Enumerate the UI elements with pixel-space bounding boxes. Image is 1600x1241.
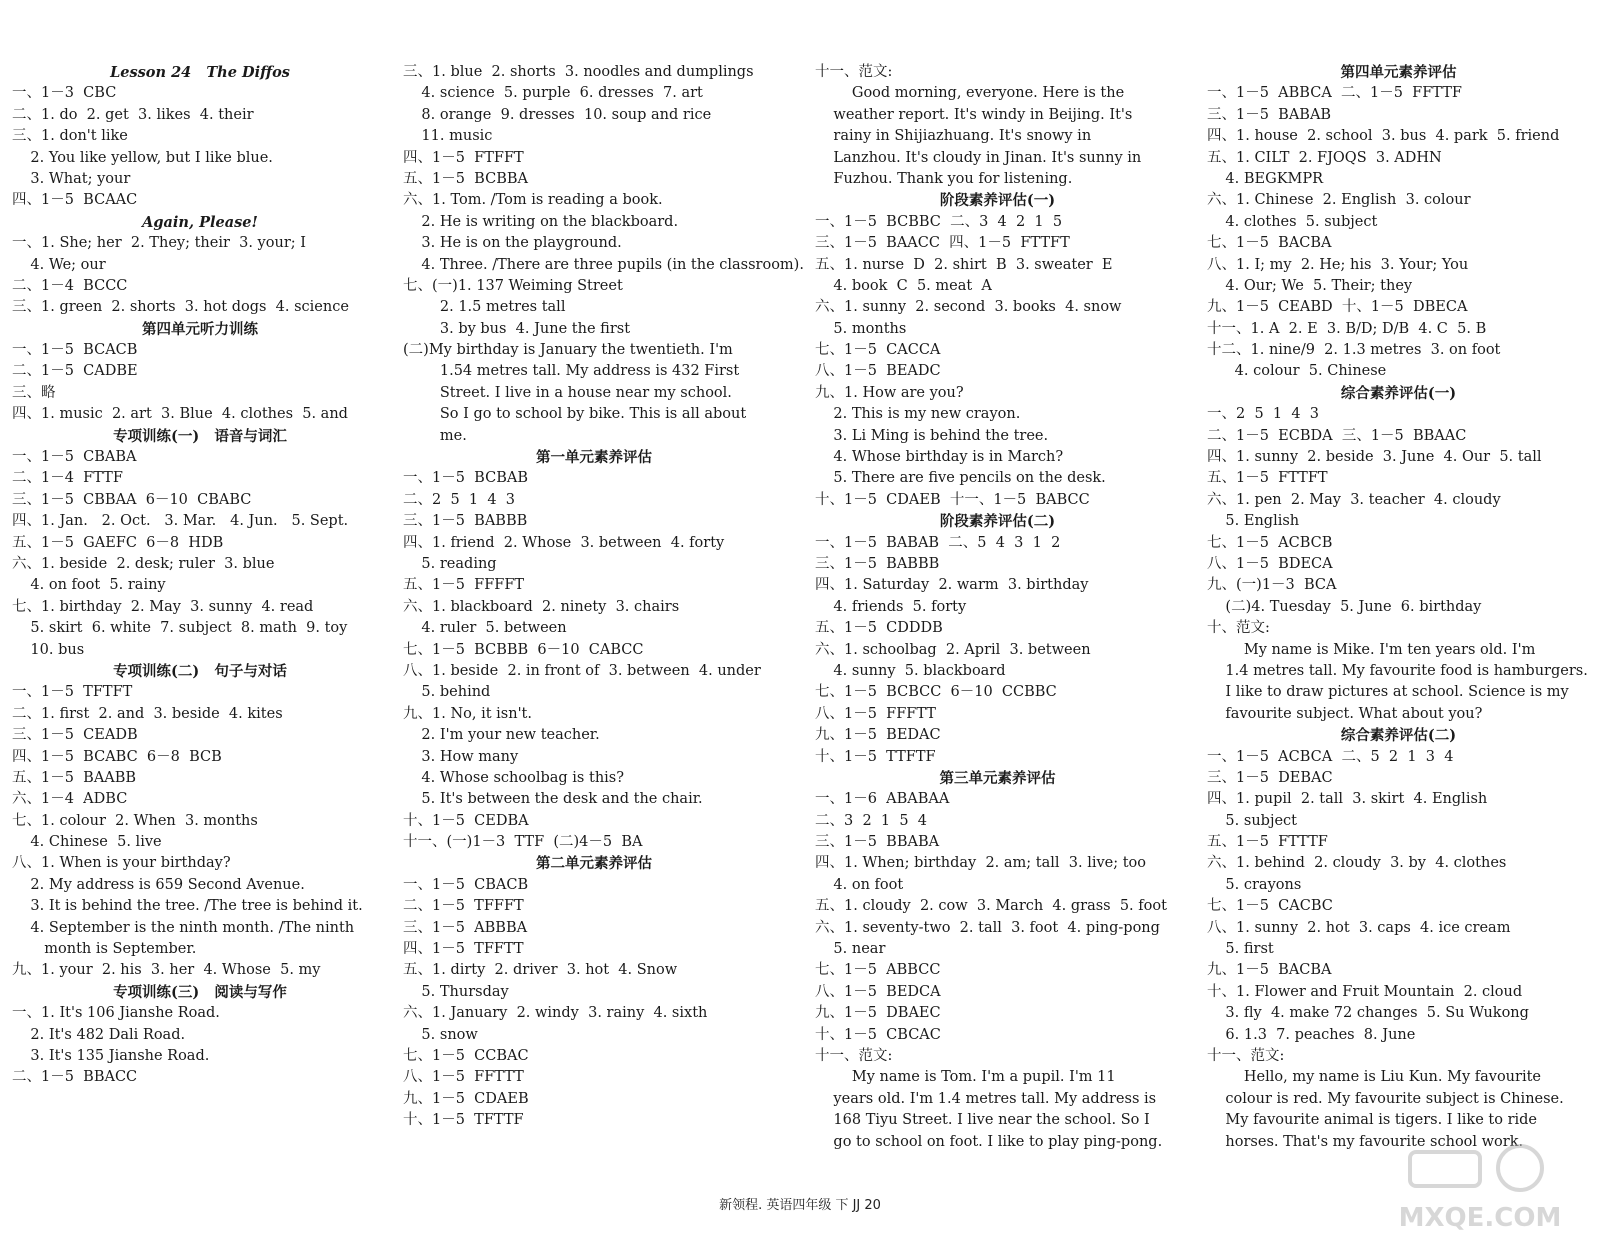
answer-line: 四、1. friend 2. Whose 3. between 4. forty [403,534,725,551]
answer-line: My name is Tom. I'm a pupil. I'm 11 [815,1069,1116,1086]
answer-line: 4. colour 5. Chinese [1207,363,1387,380]
answer-line: 1.4 metres tall. My favourite food is hamburgers. [1207,662,1588,679]
answer-line: 2. He is writing on the blackboard. [403,213,679,230]
answer-line: 七、1－5 BCBCC 6－10 CCBBC [815,684,1057,701]
answer-line: 3. He is on the playground. [403,235,622,252]
answer-line: 四、1. pupil 2. tall 3. skirt 4. English [1207,791,1488,808]
answer-line: 六、1. seventy-two 2. tall 3. foot 4. ping-pong [815,919,1160,936]
answer-line: 168 Tiyu Street. I live near the school. So I [815,1112,1150,1129]
answer-line: 七、1. colour 2. When 3. months [12,812,258,829]
answer-line: 七、1－5 BACBA [1207,235,1332,252]
watermark-logo [1370,1140,1590,1236]
answer-line: 一、1. She; her 2. They; their 3. your; I [12,235,306,252]
answer-line: 五、1－5 BAABB [12,769,137,786]
answer-line: 3. How many [403,748,519,765]
answer-line: 九、1. How are you? [815,384,964,401]
answer-line: 5. Thursday [403,983,509,1000]
answer-line: 三、1－5 BBABA [815,834,940,851]
answer-line: 一、2 5 1 4 3 [1207,406,1319,423]
answer-line: 一、1－6 ABABAA [815,791,950,808]
answer-line: 2. You like yellow, but I like blue. [12,149,273,166]
answer-line: 一、1－5 CBABA [12,449,137,466]
answer-line: 三、1－5 CBBAA 6－10 CBABC [12,491,252,508]
section-heading: Again, Please! [142,213,258,231]
answer-line: 九、1－5 BACBA [1207,962,1332,979]
answer-line: 三、1－5 BABBB [403,513,528,530]
answer-line: 三、1－5 DEBAC [1207,769,1333,786]
answer-line: 一、1－3 CBC [12,85,117,102]
section-heading: 阶段素养评估(一) [939,192,1056,210]
answer-line: 九、1－5 CDAEB [403,1090,529,1107]
answer-line: 八、1－5 BEADC [815,363,941,380]
answer-line: 4. Our; We 5. Their; they [1207,277,1413,294]
answer-line: 4. on foot [815,876,904,893]
page-footer: 新领程. 英语四年级 下 JJ 20 [719,1198,881,1213]
answer-line: 八、1. sunny 2. hot 3. caps 4. ice cream [1207,919,1511,936]
answer-line: 5. crayons [1207,876,1302,893]
section-heading: 第二单元素养评估 [536,855,652,873]
answer-line: 十一、范文: [815,64,893,80]
answer-line: 2. I'm your new teacher. [403,727,600,744]
answer-line: 六、1. sunny 2. second 3. books 4. snow [815,299,1122,316]
answer-line: My favourite animal is tigers. I like to ride [1207,1112,1537,1129]
answer-line: 一、1－5 ACBCA 二、5 2 1 3 4 [1207,748,1454,765]
answer-line: 二、1－5 BBACC [12,1069,138,1086]
section-heading: 专项训练(三) 阅读与写作 [113,983,287,1001]
answer-line: 二、1－5 CADBE [12,363,138,380]
answer-line: 十一、范文: [1207,1047,1285,1064]
answer-line: years old. I'm 1.4 metres tall. My address is [815,1090,1157,1107]
answer-line: 11. music [403,128,493,145]
watermark-text: MXQE.COM [1398,1203,1562,1233]
answer-line: 二、1－5 ECBDA 三、1－5 BBAAC [1207,427,1467,444]
answer-line: 4. friends 5. forty [815,598,967,615]
answer-line: 6. 1.3 7. peaches 8. June [1207,1026,1416,1043]
answer-line: 四、1. Saturday 2. warm 3. birthday [815,577,1089,594]
answer-line: 六、1－4 ADBC [12,791,128,808]
column-1 [12,62,388,1089]
answer-line: 十、1－5 TTFTF [815,748,936,765]
answer-line: 二、2 5 1 4 3 [403,491,515,508]
answer-line: 五、1－5 GAEFC 6－8 HDB [12,534,224,551]
answer-line: 三、略 [12,384,56,401]
answer-line: 七、1. birthday 2. May 3. sunny 4. read [12,598,314,615]
answer-line: 5. behind [403,684,491,701]
column-3 [815,62,1180,1153]
answer-line: 2. 1.5 metres tall [403,299,566,316]
answer-line: 5. near [815,941,886,958]
answer-line: 3. by bus 4. June the first [403,320,631,337]
answer-line: 一、1－5 ABBCA 二、1－5 FFTTF [1207,85,1462,102]
answer-line: 五、1－5 CDDDB [815,620,943,637]
answer-line: 2. It's 482 Dali Road. [12,1026,186,1043]
answer-line: 4. Chinese 5. live [12,834,162,851]
section-heading: 阶段素养评估(二) [939,513,1056,531]
answer-line: 五、1. dirty 2. driver 3. hot 4. Snow [403,962,678,979]
answer-line: 一、1－5 TFTFT [12,684,133,701]
answer-line: 5. snow [403,1026,478,1043]
answer-line: 十、1－5 CEDBA [403,812,529,829]
answer-line: 八、1－5 BDECA [1207,555,1333,572]
answer-line: 十、1－5 CDAEB 十一、1－5 BABCC [815,491,1090,508]
answer-line: 五、1－5 FTTTF [1207,834,1328,851]
answer-line: 5. skirt 6. white 7. subject 8. math 9. toy [12,620,348,637]
answer-line: 四、1. house 2. school 3. bus 4. park 5. friend [1207,128,1560,145]
answer-line: me. [403,427,467,444]
answer-line: (二)4. Tuesday 5. June 6. birthday [1207,598,1482,615]
answer-line: My name is Mike. I'm ten years old. I'm [1207,641,1536,658]
answer-line: 3. It is behind the tree. /The tree is behind it. [12,898,363,915]
answer-line: 5. months [815,320,907,337]
answer-line: Street. I live in a house near my school. [403,384,732,401]
answer-line: 七、1－5 ACBCB [1207,534,1333,551]
answer-line: 4. We; our [12,256,106,273]
answer-line: 5. reading [403,556,497,572]
answer-line: 七、1－5 BCBBB 6－10 CABCC [403,641,644,658]
answer-line: 五、1. nurse D 2. shirt B 3. sweater E [815,256,1113,273]
answer-line: 八、1. When is your birthday? [12,855,231,872]
answer-line: 4. Three. /There are three pupils (in the classroom). [403,256,804,273]
column-4 [1207,62,1590,1153]
answer-line: 一、1－5 BCBBC 二、3 4 2 1 5 [815,213,1063,230]
answer-line: weather report. It's windy in Beijing. It's [815,106,1133,123]
answer-line: 五、1－5 FFFFT [403,577,525,594]
answer-line: 4. BEGKMPR [1207,170,1324,187]
answer-line: 4. on foot 5. rainy [12,577,166,594]
answer-line: 七、1－5 ABBCC [815,962,941,979]
answer-line: 七、1－5 CACCA [815,342,941,359]
answer-line: 五、1. CILT 2. FJOQS 3. ADHN [1207,149,1442,166]
section-heading: 第三单元素养评估 [939,769,1056,787]
section-heading: 第四单元素养评估 [1340,64,1457,81]
answer-line: rainy in Shijiazhuang. It's snowy in [815,128,1092,145]
answer-line: 六、1. schoolbag 2. April 3. between [815,641,1091,658]
answer-line: 八、1. I; my 2. He; his 3. Your; You [1207,256,1469,273]
answer-line: 1.54 metres tall. My address is 432 First [403,363,740,380]
answer-line: 5. first [1207,941,1274,958]
answer-line: 九、(一)1－3 BCA [1207,577,1337,594]
answer-line: 4. Whose birthday is in March? [815,449,1064,466]
answer-line: 二、3 2 1 5 4 [815,812,927,829]
answer-line: 八、1. beside 2. in front of 3. between 4. under [403,662,761,679]
answer-line: 二、1－4 BCCC [12,277,128,294]
section-heading: 专项训练(二) 句子与对话 [113,662,287,680]
answer-line: 4. Whose schoolbag is this? [403,769,625,786]
answer-line: 5. subject [1207,812,1297,829]
answer-line: 二、1－5 TFFFT [403,898,524,915]
answer-line: 十、1. Flower and Fruit Mountain 2. cloud [1207,983,1523,1000]
answer-line: 4. science 5. purple 6. dresses 7. art [403,85,703,102]
answer-line: 三、1. don't like [12,128,128,145]
answer-line: 5. There are five pencils on the desk. [815,470,1106,487]
answer-line: 五、1－5 FTTFT [1207,470,1328,487]
answer-line: 九、1－5 BEDAC [815,727,941,744]
answer-line: 七、1－5 CCBAC [403,1047,529,1064]
answer-line: 十一、1. A 2. E 3. B/D; D/B 4. C 5. B [1207,320,1487,337]
answer-line: 5. It's between the desk and the chair. [403,791,703,808]
answer-line: 10. bus [12,641,85,658]
answer-line: 九、1－5 CEABD 十、1－5 DBECA [1207,299,1468,316]
answer-line: 六、1. Tom. /Tom is reading a book. [403,192,663,209]
answer-line: 七、(一)1. 137 Weiming Street [403,277,623,294]
answer-line: 六、1. January 2. windy 3. rainy 4. sixth [403,1005,708,1022]
answer-line: 一、1－5 CBACB [403,876,529,893]
section-heading: 第四单元听力训练 [142,320,258,338]
answer-line: 三、1－5 BABBB [815,555,940,572]
answer-line: 4. September is the ninth month. /The ninth [12,919,355,936]
answer-line: 3. What; your [12,170,131,187]
answer-line: 十二、1. nine/9 2. 1.3 metres 3. on foot [1207,342,1501,359]
answer-line: 3. Li Ming is behind the tree. [815,427,1049,444]
answer-line: colour is red. My favourite subject is Chinese. [1207,1090,1564,1107]
answer-line: 八、1－5 FFFTT [815,705,936,722]
answer-line: 四、1－5 BCABC 6－8 BCB [12,748,222,765]
answer-line: 一、1－5 BCACB [12,342,138,359]
section-heading: 第一单元素养评估 [536,449,652,467]
answer-line: 四、1－5 TFFTT [403,941,524,958]
answer-line: favourite subject. What about you? [1207,705,1483,722]
section-heading: 综合素养评估(一) [1340,384,1457,402]
answer-line: 三、1－5 BABAB [1207,106,1332,123]
answer-line: 六、1. Chinese 2. English 3. colour [1207,192,1471,209]
answer-line: go to school on foot. I like to play ping-pong. [815,1133,1163,1150]
answer-line: 一、1. It's 106 Jianshe Road. [12,1005,220,1022]
answer-line: 六、1. pen 2. May 3. teacher 4. cloudy [1207,491,1501,508]
answer-line: 二、1. first 2. and 3. beside 4. kites [12,705,283,722]
answer-line: 2. My address is 659 Second Avenue. [12,876,305,893]
answer-line: 三、1－5 BAACC 四、1－5 FTTFT [815,235,1070,252]
answer-line: 九、1. your 2. his 3. her 4. Whose 5. my [12,962,321,979]
answer-line: 六、1. behind 2. cloudy 3. by 4. clothes [1207,855,1507,872]
answer-line: 3. It's 135 Jianshe Road. [12,1047,210,1064]
answer-line: 七、1－5 CACBC [1207,898,1333,915]
answer-line: 十、1－5 CBCAC [815,1026,941,1043]
answer-line: 六、1. beside 2. desk; ruler 3. blue [12,555,275,572]
answer-line: 十一、(一)1－3 TTF (二)4－5 BA [403,834,643,851]
answer-line: 九、1. No, it isn't. [403,705,532,722]
answer-line: Hello, my name is Liu Kun. My favourite [1207,1069,1542,1086]
answer-line: 8. orange 9. dresses 10. soup and rice [403,106,712,123]
answer-line: 四、1. Jan. 2. Oct. 3. Mar. 4. Jun. 5. Sept. [12,513,349,530]
answer-line: 十、1－5 TFTTF [403,1112,524,1129]
answer-line: (二)My birthday is January the twentieth. I'm [403,342,733,359]
answer-line: I like to draw pictures at school. Science is my [1207,684,1569,701]
answer-line: 四、1－5 FTFFT [403,149,524,166]
answer-line: So I go to school by bike. This is all about [403,406,747,423]
answer-line: 三、1. blue 2. shorts 3. noodles and dumplings [403,64,754,80]
answer-line: 4. book C 5. meat A [815,277,992,294]
answer-line: 一、1－5 BABAB 二、5 4 3 1 2 [815,534,1061,551]
answer-line: 六、1. blackboard 2. ninety 3. chairs [403,598,680,615]
answer-line: 4. clothes 5. subject [1207,213,1378,230]
answer-line: 四、1. sunny 2. beside 3. June 4. Our 5. tall [1207,449,1542,466]
answer-line: 三、1. green 2. shorts 3. hot dogs 4. science [12,299,349,316]
answer-line: Good morning, everyone. Here is the [815,85,1125,102]
answer-line: 三、1－5 CEADB [12,727,138,744]
answer-line: 4. ruler 5. between [403,620,567,637]
answer-line: 十、范文: [1207,620,1270,637]
answer-line: 2. This is my new crayon. [815,406,1021,423]
answer-line: 九、1－5 DBAEC [815,1005,941,1022]
section-heading: 综合素养评估(二) [1340,727,1457,745]
answer-line: 四、1. When; birthday 2. am; tall 3. live; too [815,855,1147,872]
answer-line: 二、1－4 FTTF [12,470,123,487]
answer-line: 八、1－5 BEDCA [815,983,941,1000]
answer-line: Fuzhou. Thank you for listening. [815,170,1073,187]
answer-line: 四、1－5 BCAAC [12,192,138,209]
answer-line: 四、1. music 2. art 3. Blue 4. clothes 5. and [12,406,348,423]
answer-line: 八、1－5 FFTTT [403,1069,524,1086]
column-2 [403,62,804,1132]
answer-line: 3. fly 4. make 72 changes 5. Su Wukong [1207,1005,1529,1022]
section-heading: 专项训练(一) 语音与词汇 [113,427,287,445]
answer-line: 5. English [1207,513,1300,530]
answer-line: 五、1－5 BCBBA [403,170,528,187]
answer-line: horses. That's my favourite school work. [1207,1133,1524,1150]
answer-line: 三、1－5 ABBBA [403,919,528,936]
answer-line: 4. sunny 5. blackboard [815,662,1006,679]
answer-line: 五、1. cloudy 2. cow 3. March 4. grass 5. foot [815,898,1167,915]
answer-line: month is September. [12,941,197,958]
answer-line: 二、1. do 2. get 3. likes 4. their [12,106,254,123]
section-heading: Lesson 24 The Diffos [110,64,290,81]
answer-line: 一、1－5 BCBAB [403,470,528,487]
answer-line: Lanzhou. It's cloudy in Jinan. It's sunny in [815,149,1142,166]
answer-line: 十一、范文: [815,1047,893,1064]
